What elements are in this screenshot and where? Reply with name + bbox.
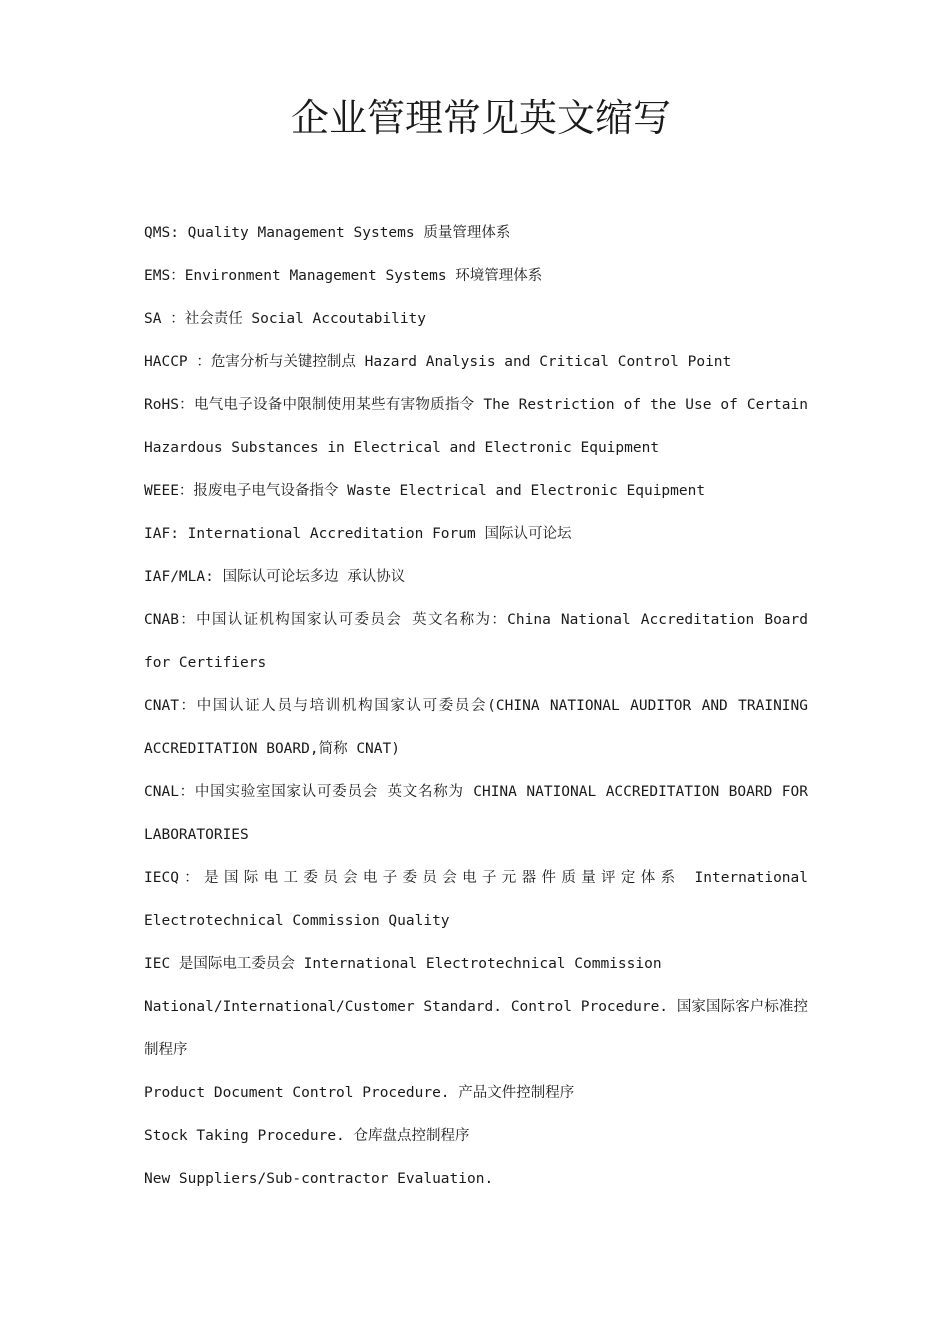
entry-iaf: IAF: International Accreditation Forum 国际认可论坛 <box>144 526 572 542</box>
entry-weee: WEEE：报废电子电气设备指令 Waste Electrical and Electronic Equipment <box>144 483 706 499</box>
entry-cnab: CNAB：中国认证机构国家认可委员会 英文名称为：China National Accreditation Board for Certifiers <box>144 612 808 671</box>
abbreviation-list <box>144 212 808 1201</box>
entry-supplier-evaluation: New Suppliers/Sub-contractor Evaluation. <box>144 1171 494 1187</box>
entry-cnal: CNAL：中国实验室国家认可委员会 英文名称为 CHINA NATIONAL ACCREDITATION BOARD FOR LABORATORIES <box>144 784 808 843</box>
entry-stock-taking: Stock Taking Procedure. 仓库盘点控制程序 <box>144 1128 470 1144</box>
entry-iaf-mla: IAF/MLA: 国际认可论坛多边 承认协议 <box>144 569 406 585</box>
entry-sa: SA ：社会责任 Social Accoutability <box>144 311 427 327</box>
entry-qms: QMS: Quality Management Systems 质量管理体系 <box>144 225 511 241</box>
entry-haccp: HACCP ：危害分析与关键控制点 Hazard Analysis and Critical Control Point <box>144 354 732 370</box>
entry-standard-control: National/International/Customer Standard. Control Procedure. 国家国际客户标准控制程序 <box>144 999 808 1058</box>
entry-document-control: Product Document Control Procedure. 产品文件控制程序 <box>144 1085 575 1101</box>
document-title: 企业管理常见英文缩写 <box>290 96 671 140</box>
entry-ems: EMS：Environment Management Systems 环境管理体系 <box>144 268 543 284</box>
entry-cnat: CNAT：中国认证人员与培训机构国家认可委员会(CHINA NATIONAL AUDITOR AND TRAINING ACCREDITATION BOARD,简称 CNAT) <box>144 698 808 757</box>
entry-iec: IEC 是国际电工委员会 International Electrotechnical Commission <box>144 956 662 972</box>
entry-iecq: IECQ：是国际电工委员会电子委员会电子元器件质量评定体系 International Electrotechnical Commission Quality <box>144 870 808 929</box>
entry-rohs: RoHS：电气电子设备中限制使用某些有害物质指令 The Restriction of the Use of Certain Hazardous Substances in Electrical and Electronic Equipment <box>144 397 808 456</box>
